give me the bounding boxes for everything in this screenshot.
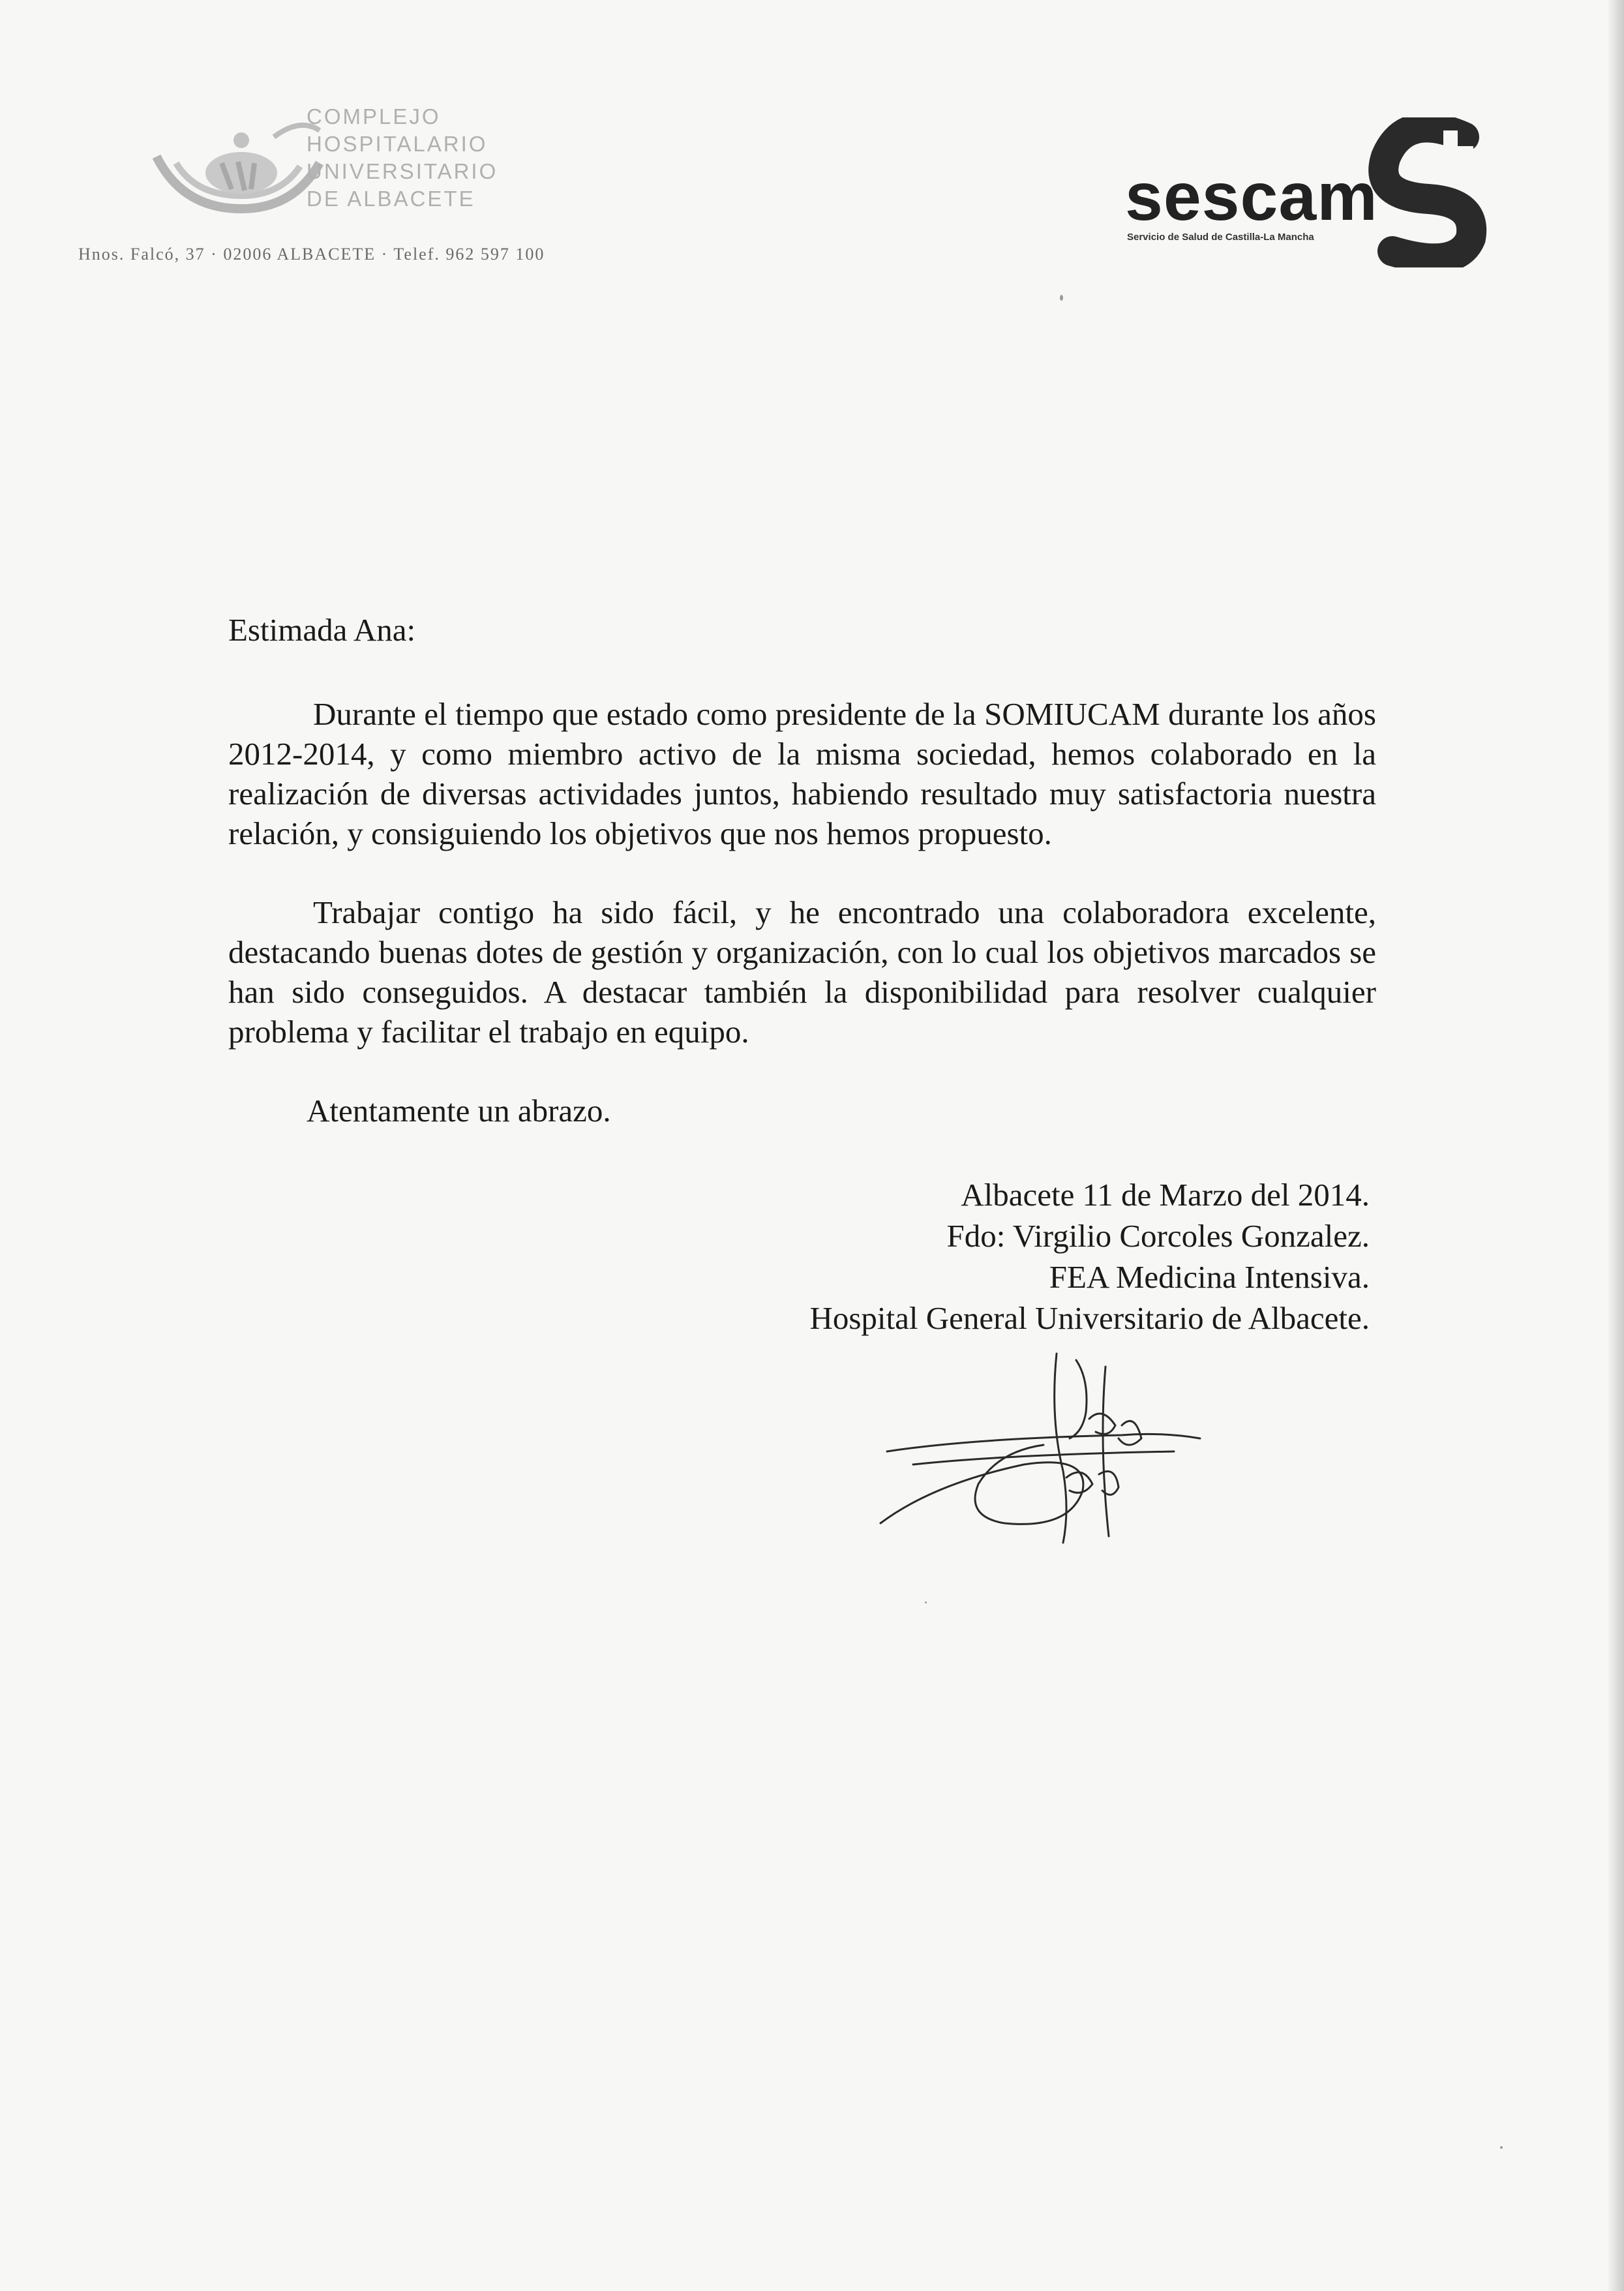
scan-speck <box>1500 2146 1503 2149</box>
sescam-s-logo-icon <box>1366 117 1490 267</box>
sescam-wordmark: sescam <box>1125 159 1378 235</box>
hospital-logo <box>143 111 333 235</box>
sescam-subtitle: Servicio de Salud de Castilla-La Mancha <box>1127 232 1314 243</box>
hospital-name-line: DE ALBACETE <box>307 187 475 211</box>
handwritten-signature <box>874 1341 1213 1588</box>
signature-block <box>652 1174 1370 1339</box>
salutation: Estimada Ana: <box>228 612 416 648</box>
letter-body <box>228 610 1376 1130</box>
signer-role: FEA Medicina Intensiva. <box>1049 1259 1370 1295</box>
body-paragraph: Trabajar contigo ha sido fácil, y he encontrado una colaboradora excelente, destacando buenas dotes de gestión y organización, con lo cual los objetivos marcados se han sido conseguidos. A destacar también la disponibilidad para resolver cualquier problema y facilitar el trabajo en equipo. <box>228 894 1376 1050</box>
scan-speck <box>925 1601 927 1603</box>
page-edge-shadow <box>1607 0 1624 2291</box>
signer-institution: Hospital General Universitario de Albacete. <box>809 1300 1370 1336</box>
body-paragraph: Durante el tiempo que estado como presidente de la SOMIUCAM durante los años 2012-2014, y como miembro activo de la misma sociedad, hemos colaborado en la realización de diversas actividades juntos, habiendo resultado muy satisfactoria nuestra relación, y consiguiendo los objetivos que nos hemos propuesto. <box>228 696 1376 851</box>
hospital-name-line: COMPLEJO <box>307 104 441 129</box>
hospital-name-line: UNIVERSITARIO <box>307 159 498 183</box>
signed-by: Fdo: Virgilio Corcoles Gonzalez. <box>946 1218 1370 1254</box>
sescam-letterhead <box>1109 117 1500 287</box>
scan-speck <box>1060 295 1063 301</box>
hospital-name-line: HOSPITALARIO <box>307 132 488 156</box>
hospital-name <box>307 103 498 213</box>
closing: Atentamente un abrazo. <box>307 1093 611 1129</box>
hospital-address: Hnos. Falcó, 37 · 02006 ALBACETE · Telef. 962 597 100 <box>78 245 545 264</box>
place-date: Albacete 11 de Marzo del 2014. <box>961 1177 1370 1213</box>
